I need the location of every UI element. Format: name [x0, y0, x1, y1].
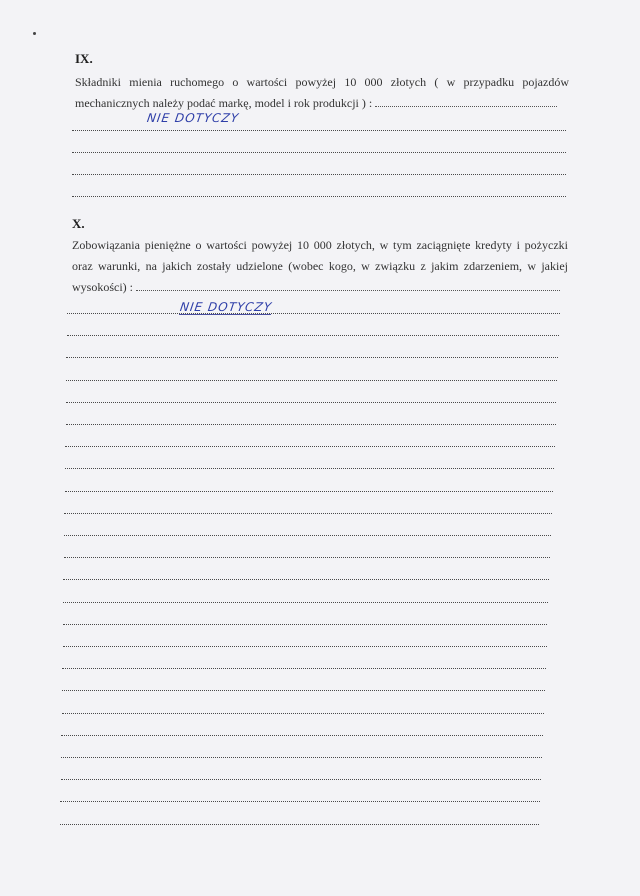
answer-dotted-line	[62, 690, 545, 691]
section-ix-number: IX.	[75, 51, 93, 66]
section-x-line-1: Zobowiązania pieniężne o wartości powyżej 10 000 złotych, w tym zaciągnięte kredyty i pożyczki	[72, 238, 568, 252]
answer-dotted-line	[72, 174, 566, 175]
section-x-line-2: oraz warunki, na jakich zostały udzielone (wobec kogo, w związku z jakim zdarzeniem, w jakiej	[72, 259, 568, 273]
answer-dotted-line	[64, 535, 551, 536]
answer-dotted-line	[66, 357, 558, 358]
answer-dotted-line	[63, 579, 549, 580]
answer-dotted-line	[63, 646, 547, 647]
answer-dotted-line	[72, 130, 566, 131]
answer-dotted-line	[375, 96, 557, 107]
answer-dotted-line	[64, 557, 550, 558]
section-x-number: X.	[72, 216, 85, 231]
answer-dotted-line	[63, 624, 548, 625]
answer-dotted-line	[66, 424, 556, 425]
answer-dotted-line	[60, 801, 540, 802]
answer-dotted-line	[67, 335, 559, 336]
handwritten-answer-ix: NIE DOTYCZY	[146, 111, 240, 125]
section-x-line-3-text: wysokości) :	[72, 280, 133, 294]
handwritten-answer-x: NIE DOTYCZY	[179, 300, 274, 314]
section-ix-line-2-text: mechanicznych należy podać markę, model i rok produkcji ) :	[75, 96, 373, 110]
answer-dotted-line	[62, 668, 545, 669]
answer-dotted-line	[63, 602, 548, 603]
answer-dotted-line	[66, 380, 557, 381]
answer-dotted-line	[66, 402, 557, 403]
answer-dotted-line	[65, 491, 553, 492]
answer-dotted-line	[61, 735, 543, 736]
answer-dotted-line	[67, 313, 560, 314]
answer-dotted-line	[136, 280, 560, 291]
answer-dotted-line	[60, 824, 539, 825]
section-ix-line-1: Składniki mienia ruchomego o wartości powyżej 10 000 złotych ( w przypadku pojazdów	[75, 75, 569, 89]
answer-dotted-line	[62, 713, 544, 714]
answer-dotted-line	[72, 196, 566, 197]
answer-dotted-line	[65, 468, 554, 469]
answer-dotted-line	[64, 513, 552, 514]
answer-dotted-line	[72, 152, 566, 153]
answer-dotted-line	[61, 779, 541, 780]
scan-speck	[33, 32, 36, 35]
answer-dotted-line	[61, 757, 542, 758]
section-x-line-3	[72, 278, 568, 297]
answer-dotted-line	[65, 446, 554, 447]
